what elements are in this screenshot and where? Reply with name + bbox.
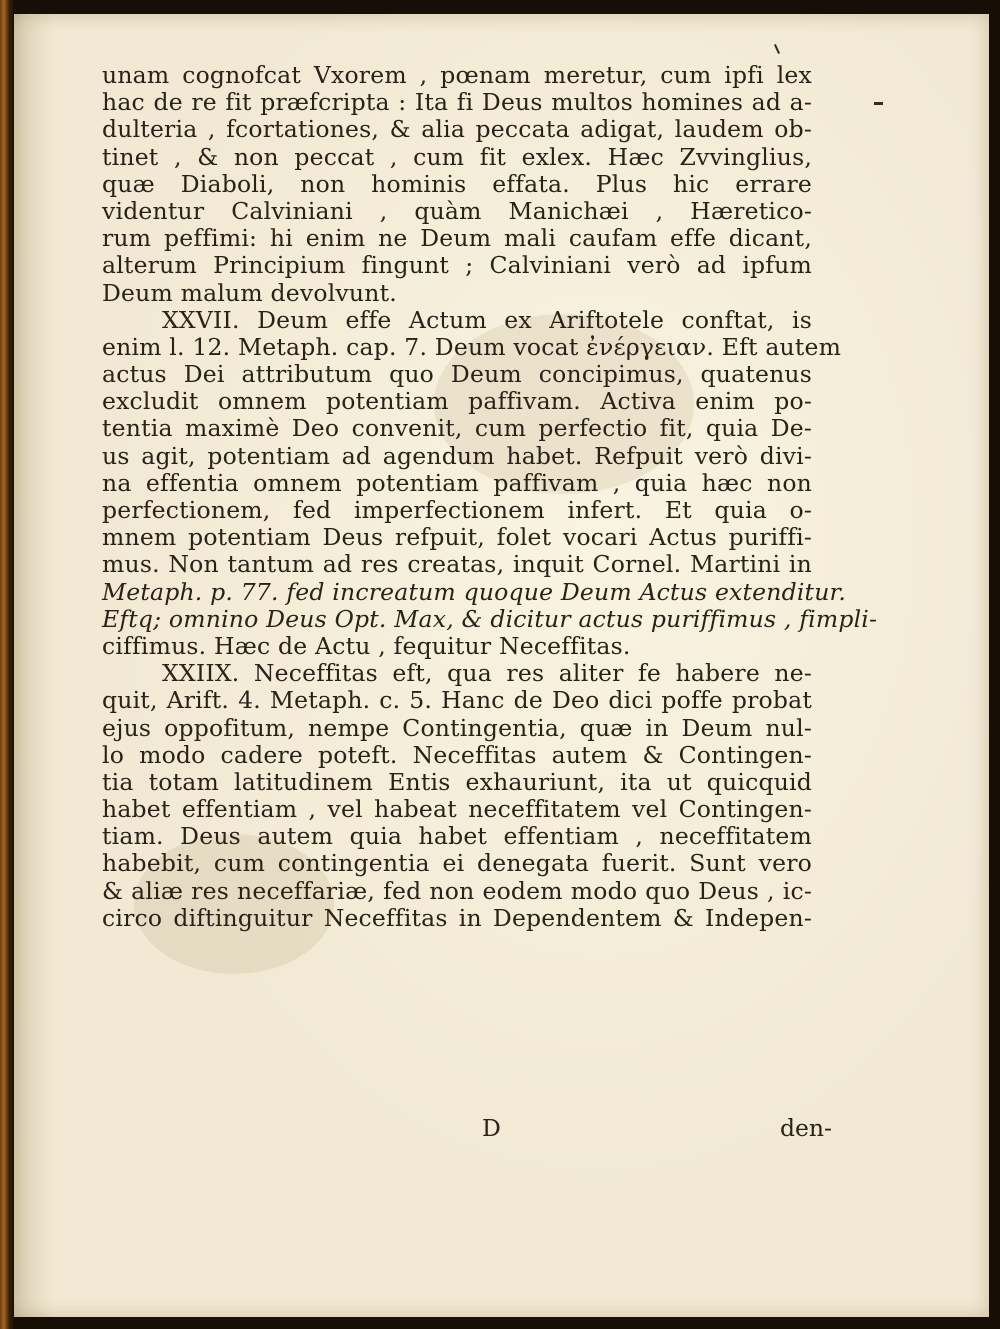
text-line: Deum malum devolvunt. xyxy=(102,278,397,307)
text-line: XXVII. Deum effe Actum ex Ariftotele conftat, is xyxy=(162,305,812,334)
text-line: ciffimus. Hæc de Actu , fequitur Neceffitas. xyxy=(102,631,631,660)
ink-mark xyxy=(874,102,883,105)
text-line: ejus oppofitum, nempe Contingentia, quæ in Deum nul- xyxy=(102,713,812,742)
text-line: Metaph. p. 77. fed increatum quoque Deum Actus extenditur. xyxy=(102,577,847,606)
text-line: tia totam latitudinem Entis exhauriunt, ita ut quicquid xyxy=(102,767,812,796)
book-spine-edge xyxy=(0,0,14,1329)
text-line: tinet , & non peccat , cum fit exlex. Hæc Zvvinglius, xyxy=(102,142,812,171)
text-line: quæ Diaboli, non hominis effata. Plus hic errare xyxy=(102,169,812,198)
text-line: perfectionem, fed imperfectionem infert. Et quia o- xyxy=(102,496,812,524)
text-line: alterum Principium fingunt ; Calviniani verò ad ipfum xyxy=(102,251,812,280)
text-line: mnem potentiam Deus refpuit, folet vocari Actus puriffi- xyxy=(102,523,812,552)
text-line: circo diftinguitur Neceffitas in Dependentem & Indepen- xyxy=(102,903,812,932)
text-line: dulteria , fcortationes, & alia peccata adigat, laudem ob- xyxy=(102,115,812,144)
catchword: den- xyxy=(779,1114,832,1142)
text-line: excludit omnem potentiam paffivam. Activa enim po- xyxy=(102,387,812,416)
text-line: tiam. Deus autem quia habet effentiam , neceffitatem xyxy=(102,822,812,851)
ink-mark xyxy=(774,44,780,54)
text-line: mus. Non tantum ad res creatas, inquit Cornel. Martini in xyxy=(102,550,812,579)
text-line: rum peffimi: hi enim ne Deum mali caufam effe dicant, xyxy=(102,224,812,253)
text-line: na effentia omnem potentiam paffivam , quia hæc non xyxy=(102,468,812,497)
text-line: actus Dei attributum quo Deum concipimus, quatenus xyxy=(102,360,812,389)
text-line: habet effentiam , vel habeat neceffitatem vel Contingen- xyxy=(102,795,812,824)
body-text xyxy=(102,61,878,932)
text-line: XXIIX. Neceffitas eft, qua res aliter fe habere ne- xyxy=(162,659,812,688)
text-line: Eftq; omnino Deus Opt. Max, & dicitur actus puriffimus , fimpli- xyxy=(102,604,878,633)
text-line: us agit, potentiam ad agendum habet. Refpuit verò divi- xyxy=(102,441,812,470)
page-footer xyxy=(102,1114,832,1144)
signature-mark: D xyxy=(482,1114,501,1142)
text-line: unam cognofcat Vxorem , pœnam meretur, cum ipfi lex xyxy=(102,61,812,89)
text-line: quit, Arift. 4. Metaph. c. 5. Hanc de Deo dici poffe probat xyxy=(102,686,812,715)
text-line: hac de re fit præfcripta : Ita fi Deus multos homines ad a- xyxy=(102,88,812,117)
printed-page xyxy=(14,14,989,1317)
text-line: tentia maximè Deo convenit, cum perfectio fit, quia De- xyxy=(102,414,812,443)
text-line: & aliæ res neceffariæ, fed non eodem modo quo Deus , ic- xyxy=(102,876,812,905)
text-line: videntur Calviniani , quàm Manichæi , Hæretico- xyxy=(102,196,812,225)
text-line: lo modo cadere poteft. Neceffitas autem & Contingen- xyxy=(102,740,812,769)
text-line: habebit, cum contingentia ei denegata fuerit. Sunt vero xyxy=(102,849,812,878)
text-line: enim l. 12. Metaph. cap. 7. Deum vocat ἐνέργειαν. Eft autem xyxy=(102,332,842,361)
